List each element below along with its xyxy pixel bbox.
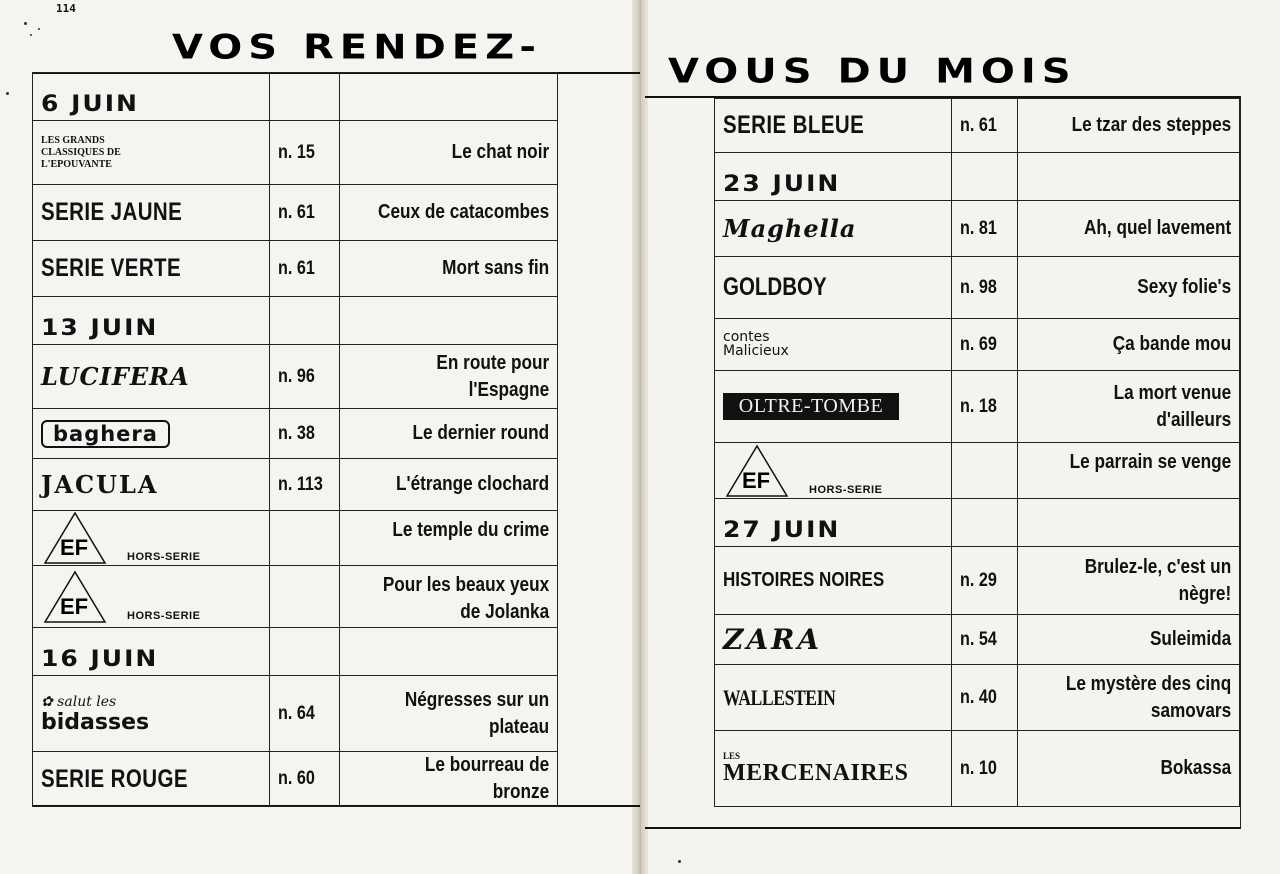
story-title: Mort sans fin (441, 257, 549, 279)
series-logo-baghera: baghera (41, 420, 170, 448)
story-cell (339, 752, 557, 807)
table-row (33, 511, 558, 566)
print-speck (24, 22, 27, 25)
story-title: La mort venue d'ailleurs (1113, 381, 1231, 431)
date-row (33, 73, 558, 121)
date-heading: 16 JUIN (41, 645, 159, 672)
table-row (33, 185, 558, 241)
story-cell (339, 345, 557, 409)
number-cell (270, 345, 340, 409)
issue-number: n. 18 (960, 395, 997, 417)
story-cell (339, 628, 557, 676)
number-cell (270, 297, 340, 345)
ef-logo (41, 511, 261, 565)
issue-number: n. 61 (960, 114, 997, 136)
story-title: Le chat noir (451, 141, 549, 163)
table-row (33, 676, 558, 752)
date-cell (33, 73, 270, 121)
mercenaires-les: LES (723, 751, 741, 761)
series-logo-zara: ZARA (723, 623, 823, 656)
table-row (715, 731, 1240, 807)
number-cell (270, 511, 340, 566)
series-cell (715, 319, 952, 371)
number-cell (952, 615, 1018, 665)
series-cell (715, 371, 952, 443)
table-row (33, 345, 558, 409)
series-cell (33, 241, 270, 297)
series-cell (715, 547, 952, 615)
story-cell (339, 409, 557, 459)
series-cell (33, 566, 270, 628)
story-cell (1017, 201, 1239, 257)
date-heading: 23 JUIN (723, 170, 841, 197)
number-cell (270, 409, 340, 459)
issue-number: n. 113 (278, 473, 323, 495)
issue-number: n. 29 (960, 569, 997, 591)
number-cell (952, 665, 1018, 731)
date-heading: 6 JUIN (41, 90, 139, 117)
story-cell (339, 676, 557, 752)
story-title: Négresses sur un plateau (404, 688, 549, 738)
page-title-right: VOUS DU MOIS (668, 52, 1077, 92)
series-cell (33, 511, 270, 566)
table-row (715, 99, 1240, 153)
issue-number: n. 96 (278, 365, 315, 387)
series-cell (33, 185, 270, 241)
number-cell (270, 676, 340, 752)
series-cell (715, 443, 952, 499)
story-cell (339, 566, 557, 628)
table-row (715, 257, 1240, 319)
story-cell (339, 185, 557, 241)
table-row (715, 201, 1240, 257)
series-logo-histoires: HISTOIRES NOIRES (723, 569, 885, 591)
number-cell (952, 499, 1018, 547)
ef-logo-text: EF (59, 593, 89, 619)
issue-number: n. 10 (960, 757, 997, 779)
series-cell (715, 257, 952, 319)
issue-number: n. 15 (278, 141, 315, 163)
story-title: Brulez-le, c'est un nègre! (1084, 555, 1231, 605)
series-cell (715, 731, 952, 807)
series-cell (33, 345, 270, 409)
series-cell (715, 201, 952, 257)
story-title: Le dernier round (412, 422, 549, 444)
ef-logo-text: EF (741, 467, 771, 493)
story-cell (1017, 371, 1239, 443)
story-cell (339, 73, 557, 121)
story-cell (1017, 615, 1239, 665)
table-row (33, 752, 558, 807)
number-cell (952, 201, 1018, 257)
number-cell (952, 319, 1018, 371)
number-cell (952, 99, 1018, 153)
series-logo-wallestein: WALLESTEIN (723, 684, 836, 710)
series-cell (33, 459, 270, 511)
table-row (33, 121, 558, 185)
number-cell (270, 459, 340, 511)
number-cell (270, 628, 340, 676)
number-cell (952, 153, 1018, 201)
series-name: SERIE ROUGE (41, 764, 188, 793)
series-logo-oltre-tombe: OLTRE-TOMBE (723, 393, 899, 420)
page-title-left: VOS RENDEZ- (172, 28, 543, 68)
issue-number: n. 98 (960, 276, 997, 298)
issue-number: n. 61 (278, 201, 315, 223)
story-cell (1017, 443, 1239, 499)
mercenaires-name: MERCENAIRES (723, 760, 909, 786)
story-cell (339, 511, 557, 566)
story-title: En route pour l'Espagne (436, 351, 549, 401)
hors-serie-label: HORS-SERIE (127, 609, 201, 622)
story-cell (1017, 665, 1239, 731)
series-logo-classiques: LES GRANDS CLASSIQUES DE L'EPOUVANTE (41, 134, 121, 170)
number-cell (952, 443, 1018, 499)
issue-number: n. 81 (960, 217, 997, 239)
series-logo-salut (41, 693, 261, 735)
date-row (33, 628, 558, 676)
story-title: Le temple du crime (392, 519, 549, 541)
series-logo-maghella: Maghella (723, 214, 857, 243)
series-cell (715, 99, 952, 153)
story-cell (339, 121, 557, 185)
story-title: Ça bande mou (1112, 333, 1231, 355)
story-cell (1017, 99, 1239, 153)
salut-logo-bottom: bidasses (41, 709, 150, 735)
table-row (715, 665, 1240, 731)
ef-logo (723, 444, 943, 498)
number-cell (270, 566, 340, 628)
issue-number: n. 61 (278, 257, 315, 279)
number-cell (952, 731, 1018, 807)
table-row (715, 547, 1240, 615)
date-cell (715, 153, 952, 201)
print-speck (678, 860, 681, 863)
print-speck (30, 34, 32, 36)
story-cell (1017, 153, 1239, 201)
print-speck (6, 92, 9, 95)
table-row (715, 443, 1240, 499)
number-cell (952, 257, 1018, 319)
table-row (715, 319, 1240, 371)
series-cell (33, 676, 270, 752)
series-name: SERIE JAUNE (41, 198, 183, 226)
issue-number: n. 38 (278, 422, 315, 444)
story-cell (1017, 257, 1239, 319)
number-cell (270, 185, 340, 241)
table-row (715, 615, 1240, 665)
series-cell (715, 615, 952, 665)
number-cell (952, 547, 1018, 615)
date-cell (33, 297, 270, 345)
story-title: Ceux de catacombes (377, 201, 549, 223)
story-cell (1017, 731, 1239, 807)
story-title: Le parrain se venge (1069, 451, 1231, 473)
number-cell (270, 241, 340, 297)
date-cell (33, 628, 270, 676)
ef-triangle-icon (43, 511, 107, 565)
ef-logo (41, 570, 261, 624)
story-title: Pour les beaux yeux de Jolanka (382, 574, 549, 623)
table-row (33, 409, 558, 459)
schedule-table-right (714, 98, 1240, 807)
ef-logo-text: EF (59, 535, 89, 560)
issue-number: n. 60 (278, 768, 315, 789)
date-row (715, 499, 1240, 547)
story-title: Suleimida (1149, 628, 1231, 650)
story-cell (1017, 547, 1239, 615)
table-row (33, 459, 558, 511)
story-title: Le mystère des cinq samovars (1065, 672, 1231, 722)
series-logo-contes: contes Malicieux (723, 328, 789, 359)
story-title: L'étrange clochard (395, 473, 549, 495)
issue-number: n. 64 (278, 702, 315, 724)
page-number: 114 (56, 2, 76, 15)
series-logo-mercenaires (723, 752, 943, 785)
story-title: Bokassa (1160, 757, 1231, 779)
issue-number: n. 69 (960, 333, 997, 355)
story-cell (1017, 319, 1239, 371)
issue-number: n. 54 (960, 628, 997, 650)
story-cell (339, 297, 557, 345)
number-cell (270, 752, 340, 807)
story-title: Ah, quel lavement (1083, 217, 1231, 239)
story-title: Sexy folie's (1137, 276, 1231, 298)
story-title: Le tzar des steppes (1071, 114, 1231, 136)
story-title: Le bourreau de bronze (424, 754, 549, 803)
hors-serie-label: HORS-SERIE (127, 551, 201, 563)
story-cell (1017, 499, 1239, 547)
series-cell (715, 665, 952, 731)
series-logo-jacula: JACULA (41, 470, 159, 499)
ef-triangle-icon (725, 444, 789, 498)
date-row (33, 297, 558, 345)
series-name: SERIE VERTE (41, 254, 182, 282)
print-speck (38, 28, 40, 30)
series-logo-lucifera: LUCIFERA (41, 362, 190, 391)
series-logo-goldboy: GOLDBOY (723, 273, 827, 301)
date-heading: 13 JUIN (41, 314, 159, 341)
number-cell (270, 73, 340, 121)
series-cell (33, 752, 270, 807)
series-name: SERIE BLEUE (723, 111, 865, 139)
date-heading: 27 JUIN (723, 516, 841, 543)
issue-number: n. 40 (960, 686, 997, 708)
hors-serie-label: HORS-SERIE (809, 483, 883, 496)
story-cell (339, 241, 557, 297)
table-row (33, 566, 558, 628)
series-cell (33, 121, 270, 185)
series-cell (33, 409, 270, 459)
story-cell (339, 459, 557, 511)
ef-triangle-icon (43, 570, 107, 624)
salut-logo-top: ✿ salut les (41, 693, 117, 710)
number-cell (270, 121, 340, 185)
table-row (715, 371, 1240, 443)
table-row (33, 241, 558, 297)
book-gutter (632, 0, 648, 874)
date-row (715, 153, 1240, 201)
schedule-table-left (32, 72, 558, 807)
date-cell (715, 499, 952, 547)
number-cell (952, 371, 1018, 443)
